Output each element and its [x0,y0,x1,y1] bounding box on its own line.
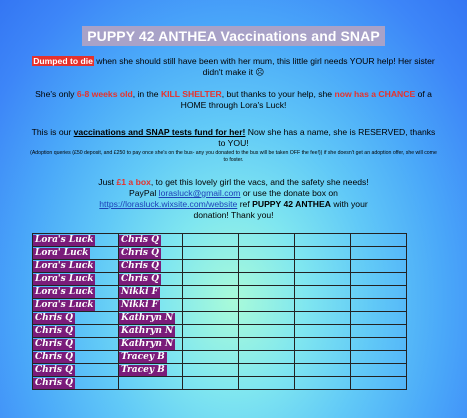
donate-text-g: donation! Thank you! [193,210,274,220]
table-cell [351,377,407,390]
table-cell [33,260,119,273]
table-cell [295,260,351,273]
table-cell [183,273,239,286]
amount-text: £1 a box [116,177,151,187]
table-cell [183,338,239,351]
table-cell [33,247,119,260]
table-cell [239,234,295,247]
table-cell [239,260,295,273]
table-cell [33,351,119,364]
table-cell [351,260,407,273]
table-cell [239,312,295,325]
adoption-note: (Adoption queries (£50 deposit, and £250 to pay once she's on the bus- any you donated to the bus will be taken OFF the fee!)) if she doesn't get an adoption offer, she will come to foster. [30,150,437,163]
table-cell [183,377,239,390]
age-paragraph [30,89,437,111]
email-link[interactable]: lorasluck@gmail.com [158,188,241,198]
table-row [33,325,407,338]
table-cell [33,338,119,351]
donor-name: Nikki F [121,299,159,310]
table-cell [295,338,351,351]
donor-name: Tracey B [121,351,165,362]
table-cell [183,312,239,325]
donate-paragraph [30,177,437,221]
age-value: 6-8 weeks old [76,89,133,99]
donation-grid [32,233,407,390]
donor-name: Kathryn N [121,312,174,323]
table-cell [351,273,407,286]
table-cell [33,377,119,390]
table-cell [119,273,183,286]
table-row [33,247,407,260]
table-cell [295,312,351,325]
donor-name: Chris Q [121,273,159,284]
table-cell [183,351,239,364]
table-cell [119,247,183,260]
chance-text: now has a CHANCE [334,89,416,99]
fund-paragraph [30,127,437,163]
table-cell [239,351,295,364]
table-row [33,364,407,377]
donor-name: Lora's Luck [35,286,94,297]
donate-text-a: Just [98,177,117,187]
table-cell [295,286,351,299]
table-cell [183,325,239,338]
table-cell [183,247,239,260]
title-wrap [0,26,467,46]
table-cell [239,338,295,351]
donor-name: Chris Q [121,234,159,245]
table-cell [295,247,351,260]
age-text-c: , but thanks to your help, she [221,89,335,99]
fund-underlined: vaccinations and SNAP tests fund for her! [73,127,246,137]
table-cell [239,299,295,312]
donor-name: Chris Q [35,377,73,388]
table-cell [33,364,119,377]
table-row [33,260,407,273]
table-cell [351,325,407,338]
fund-text-b: Now she has a name, she is RESERVED, thanks to YOU! [218,127,436,148]
table-cell [183,234,239,247]
table-cell [119,351,183,364]
donor-name: Chris Q [121,260,159,271]
table-cell [183,299,239,312]
table-cell [119,364,183,377]
donate-text-f: with your [330,199,368,209]
table-cell [239,286,295,299]
table-row [33,286,407,299]
table-cell [33,286,119,299]
dumped-highlight: Dumped to die [33,56,93,66]
table-cell [183,260,239,273]
donate-text-b: , to get this lovely girl the vacs, and the safety she needs! [150,177,369,187]
table-cell [119,299,183,312]
table-cell [295,364,351,377]
table-cell [295,377,351,390]
table-cell [351,338,407,351]
donor-name: Chris Q [35,325,73,336]
table-cell [239,377,295,390]
table-row [33,273,407,286]
website-link[interactable]: https://lorasluck.wixsite.com/website [99,199,238,209]
table-cell [239,364,295,377]
table-cell [33,234,119,247]
table-cell [239,273,295,286]
donor-name: Kathryn N [121,338,174,349]
donor-name: Chris Q [35,338,73,349]
table-cell [33,325,119,338]
table-cell [295,325,351,338]
table-cell [351,364,407,377]
donor-name: Lora's Luck [35,299,94,310]
table-row [33,312,407,325]
donor-name: Lora's Luck [35,234,94,245]
donor-name: Lora' Luck [35,247,89,258]
donor-name: Lora's Luck [35,273,94,284]
table-cell [33,299,119,312]
donor-name: Tracey B [121,364,165,375]
donor-name: Chris Q [35,351,73,362]
table-row [33,299,407,312]
table-row [33,377,407,390]
table-cell [33,273,119,286]
table-cell [351,312,407,325]
paypal-label: PayPal [129,188,159,198]
table-cell [351,299,407,312]
intro-text: when she should still have been with her mum, this little girl needs YOUR help! Her sister didn't make it ☹ [93,56,435,77]
table-row [33,234,407,247]
table-cell [351,286,407,299]
table-cell [351,234,407,247]
donor-name: Chris Q [35,312,73,323]
kill-shelter-text: KILL SHELTER [160,89,222,99]
age-text-b: , in the [132,89,161,99]
table-row [33,338,407,351]
page-title: PUPPY 42 ANTHEA Vaccinations and SNAP [82,26,385,46]
intro-paragraph [30,56,437,78]
donor-name: Chris Q [35,364,73,375]
table-cell [295,351,351,364]
donate-text-e: ref [237,199,253,209]
table-cell [119,312,183,325]
table-cell [351,247,407,260]
table-cell [119,260,183,273]
table-cell [239,325,295,338]
age-text-a: She's only [35,89,77,99]
donor-name: Nikki F [121,286,159,297]
table-cell [119,286,183,299]
table-cell [119,377,183,390]
table-cell [119,234,183,247]
donor-name: Chris Q [121,247,159,258]
table-cell [119,325,183,338]
ref-text: PUPPY 42 ANTHEA [252,199,331,209]
table-cell [295,299,351,312]
table-cell [295,234,351,247]
donor-name: Kathryn N [121,325,174,336]
table-cell [119,338,183,351]
table-cell [239,247,295,260]
age-text-d: of a HOME through Lora's Luck! [180,89,432,110]
table-cell [33,312,119,325]
donate-text-d: or use the donate box on [240,188,338,198]
table-cell [183,286,239,299]
table-row [33,351,407,364]
donor-name: Lora's Luck [35,260,94,271]
fund-text-a: This is our [31,127,74,137]
table-cell [295,273,351,286]
table-cell [351,351,407,364]
table-cell [183,364,239,377]
